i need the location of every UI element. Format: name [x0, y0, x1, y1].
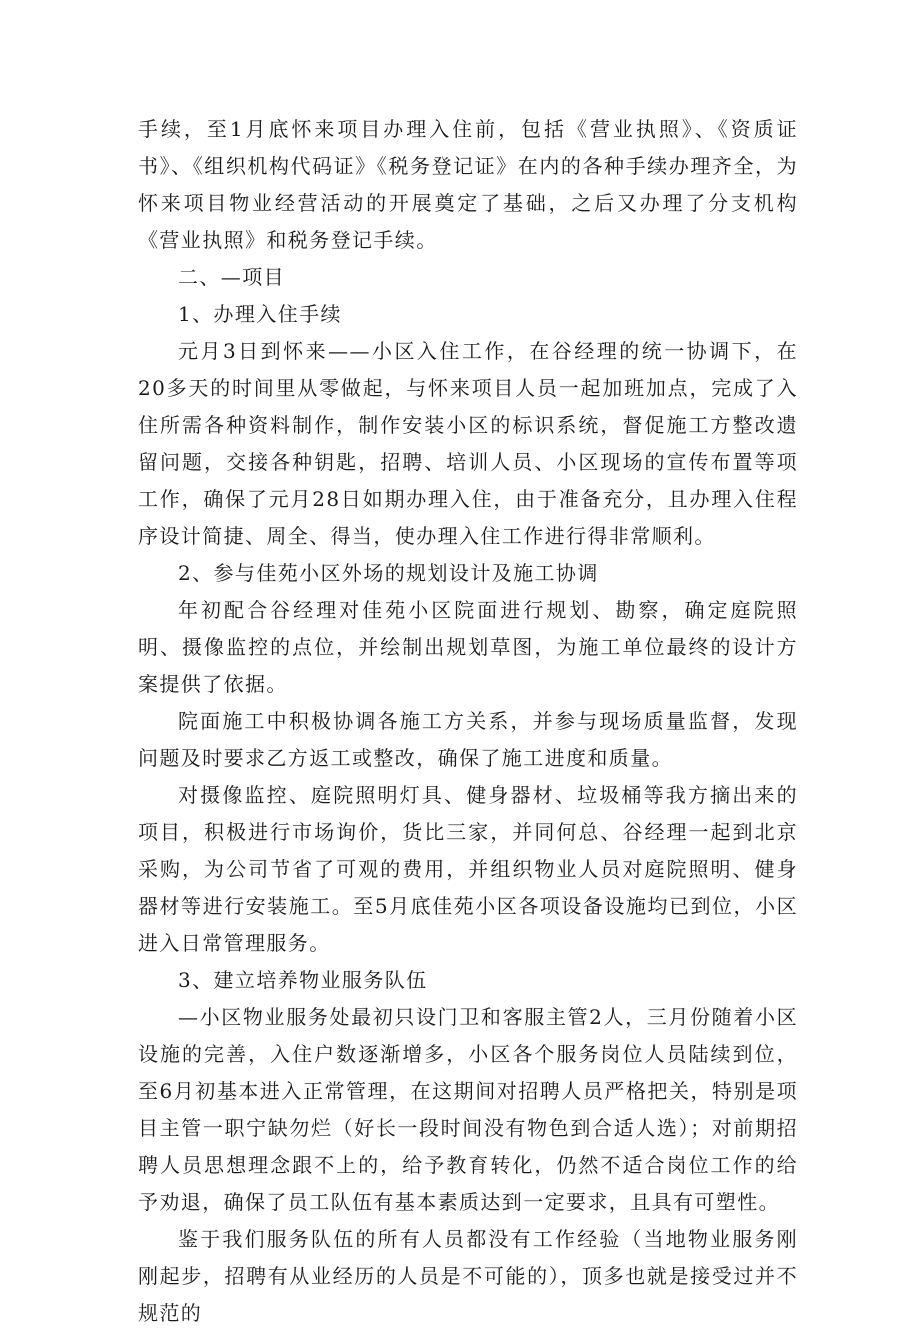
paragraph-move-in: 元月3日到怀来——小区入住工作，在谷经理的统一协调下，在20多天的时间里从零做起，与怀来项目人员一起加班加点，完成了入住所需各种资料制作，制作安装小区的标识系统，督促施工方整改遗留问题，交接各种钥匙，招聘、培训人员、小区现场的宣传布置等项工作，确保了元月28日如期办理入住，由于准备充分，且办理入住程序设计简捷、周全、得当，使办理入住工作进行得非常顺利。 [138, 339, 798, 548]
paragraph-experience: 鉴于我们服务队伍的所有人员都没有工作经验（当地物业服务刚刚起步，招聘有从业经历的人员是不可能的），顶多也就是接受过并不规范的 [138, 1227, 798, 1325]
subheading-team: 3、建立培养物业服务队伍 [178, 968, 428, 992]
section-heading-project: 二、—项目 [178, 265, 285, 289]
subheading-move-in: 1、办理入住手续 [178, 302, 342, 326]
paragraph-procurement: 对摄像监控、庭院照明灯具、健身器材、垃圾桶等我方摘出来的项目，积极进行市场询价，货比三家，并同何总、谷经理一起到北京采购，为公司节省了可观的费用，并组织物业人员对庭院照明、健身器材等进行安装施工。至5月底佳苑小区各项设备设施均已到位，小区进入日常管理服务。 [138, 783, 798, 955]
paragraph-continuation: 手续，至1月底怀来项目办理入住前，包括《营业执照》、《资质证书》、《组织机构代码证》《税务登记证》在内的各种手续办理齐全，为怀来项目物业经营活动的开展奠定了基础，之后又办理了分支机构《营业执照》和税务登记手续。 [138, 117, 798, 252]
document-body [138, 111, 798, 1332]
paragraph-team: —小区物业服务处最初只设门卫和客服主管2人，三月份随着小区设施的完善，入住户数逐渐增多，小区各个服务岗位人员陆续到位，至6月初基本进入正常管理，在这期间对招聘人员严格把关，特别是项目主管一职宁缺勿烂（好长一段时间没有物色到合适人选）；对前期招聘人员思想理念跟不上的，给予教育转化，仍然不适合岗位工作的给予劝退，确保了员工队伍有基本素质达到一定要求，且具有可塑性。 [138, 1005, 798, 1214]
subheading-planning: 2、参与佳苑小区外场的规划设计及施工协调 [178, 561, 599, 585]
paragraph-planning: 年初配合谷经理对佳苑小区院面进行规划、勘察，确定庭院照明、摄像监控的点位，并绘制出规划草图，为施工单位最终的设计方案提供了依据。 [138, 598, 798, 696]
paragraph-construction: 院面施工中积极协调各施工方关系，并参与现场质量监督，发现问题及时要求乙方返工或整改，确保了施工进度和质量。 [138, 709, 798, 770]
